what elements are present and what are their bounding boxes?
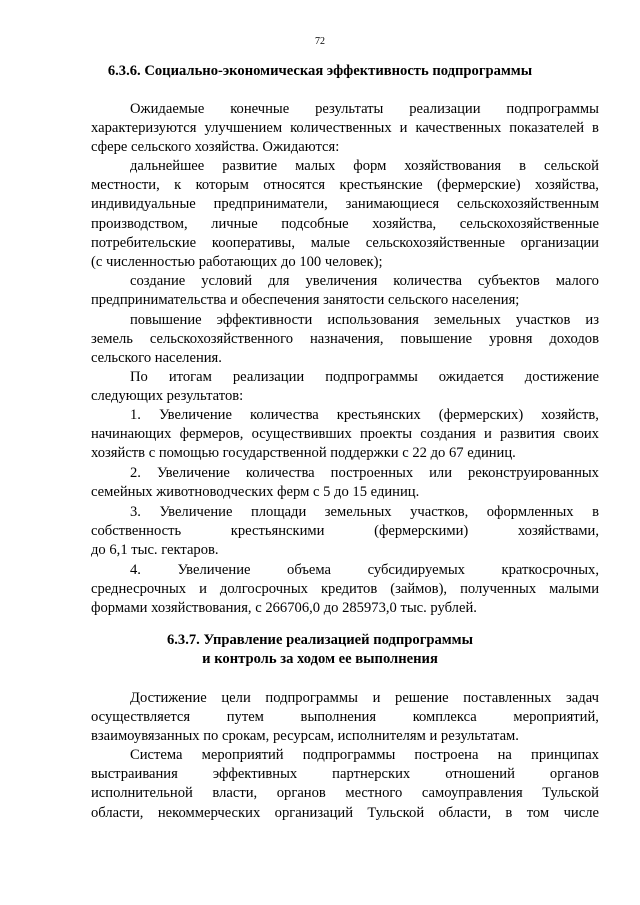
word: самоуправления: [421, 785, 523, 802]
word: занимающиеся: [345, 196, 440, 213]
word: сельскохозяйственные: [459, 215, 599, 232]
word: своих: [563, 426, 599, 443]
word: подсобные: [281, 215, 349, 232]
word: Увеличение: [177, 562, 251, 578]
word: задач: [566, 690, 599, 706]
word: которым: [195, 177, 249, 194]
word: реализации: [232, 369, 305, 385]
word: субъектов: [478, 273, 540, 289]
word: сельскохозяйственного: [149, 331, 294, 348]
text-line: [91, 580, 599, 599]
word: области,: [438, 804, 491, 821]
word: реализации: [409, 101, 481, 117]
word: повышение: [130, 312, 202, 328]
word: участков: [515, 312, 571, 328]
word: кооперативы,: [211, 234, 296, 251]
word: количества: [250, 407, 319, 423]
word: для: [268, 273, 290, 289]
word: индивидуальные: [91, 196, 196, 213]
word: количества: [245, 465, 315, 481]
page-number: 72: [315, 36, 325, 47]
word: производством,: [91, 215, 188, 232]
word: осуществляется: [91, 709, 191, 726]
section-heading-636-text: 6.3.6. Социально-экономическая эффективность подпрограммы: [107, 63, 533, 79]
word: субсидируемых: [367, 562, 465, 578]
word: к: [174, 177, 182, 194]
word: из: [585, 312, 599, 328]
text-line: [91, 215, 599, 234]
text-line: предпринимательства и обеспечения занятости сельского населения;: [91, 292, 520, 309]
word: в: [519, 158, 526, 174]
word: и: [399, 120, 408, 137]
text-line: сельского населения.: [91, 350, 222, 367]
word: малых: [295, 158, 336, 174]
word: увеличения: [305, 273, 378, 289]
word: хозяйств,: [541, 407, 599, 423]
word: построенных: [330, 465, 414, 481]
word: подпрограммы: [302, 747, 396, 763]
section-heading-637-line-2: и контроль за ходом ее выполнения: [202, 651, 438, 667]
word: 2.: [130, 465, 141, 481]
word: ожидается: [438, 369, 504, 385]
text-line: хозяйств с помощью государственной поддержки с 22 до 67 единиц.: [91, 445, 516, 462]
word: земель: [91, 331, 133, 348]
word: хозяйствами,: [517, 523, 599, 540]
word: количественных: [290, 120, 392, 137]
word: Ожидаемые: [130, 101, 205, 117]
word: 3.: [130, 504, 141, 520]
word: (фермерские): [436, 177, 521, 194]
text-line: до 6,1 тыс. гектаров.: [91, 542, 219, 559]
word: потребительские: [91, 234, 197, 251]
word: исполнительной: [91, 785, 193, 802]
text-line: [91, 464, 599, 483]
section-heading-636: [0, 62, 640, 81]
word: комплекса: [412, 709, 477, 726]
word: уровня: [489, 331, 533, 348]
word: начинающих: [91, 426, 172, 443]
word: и: [372, 690, 381, 706]
word: построена: [414, 747, 479, 763]
text-line: [91, 746, 599, 765]
word: малого: [555, 273, 599, 289]
word: создания: [420, 426, 476, 443]
word: подпрограммы: [265, 690, 358, 706]
word: земельных: [433, 312, 501, 328]
text-line: сфере сельского хозяйства. Ожидаются:: [91, 139, 340, 156]
text-line: семейных животноводческих ферм с 5 до 15 единиц.: [91, 484, 420, 501]
word: некоммерческих: [157, 804, 261, 821]
word: развитие: [222, 158, 278, 174]
word: отношений: [445, 766, 515, 783]
word: Увеличение: [159, 504, 233, 520]
word: крестьянских: [336, 407, 421, 423]
word: партнерских: [332, 766, 411, 783]
word: создание: [130, 273, 186, 289]
text-line: [91, 503, 599, 522]
word: крестьянские: [339, 177, 423, 194]
text-line: [91, 119, 599, 138]
word: итогам: [168, 369, 212, 385]
text-line: [91, 368, 599, 387]
word: малыми: [549, 581, 599, 598]
word: организаций: [274, 804, 354, 821]
word: хозяйствования: [404, 158, 502, 174]
word: принципах: [531, 747, 599, 763]
word: мероприятий,: [513, 709, 599, 726]
word: сельскохозяйственным: [457, 196, 599, 213]
word: По: [130, 369, 148, 385]
word: долгосрочных: [219, 581, 308, 598]
word: крестьянскими: [230, 523, 325, 540]
word: хозяйства,: [372, 215, 437, 232]
text-line: [91, 195, 599, 214]
text-line: [91, 157, 599, 176]
word: показателей: [509, 120, 585, 137]
word: и: [483, 426, 492, 443]
word: Тульской: [542, 785, 599, 802]
word: путем: [226, 709, 264, 726]
text-line: следующих результатов:: [91, 388, 244, 405]
word: (фермерскими): [374, 523, 469, 540]
word: полученных: [460, 581, 537, 598]
word: собственность: [91, 523, 182, 540]
word: решение: [395, 690, 449, 706]
word: (займов),: [390, 581, 448, 598]
text-line: [91, 425, 599, 444]
word: земельных: [324, 504, 392, 520]
word: результаты: [315, 101, 384, 117]
word: Увеличение: [156, 465, 230, 481]
text-line: [91, 272, 599, 291]
word: эффективности: [216, 312, 313, 328]
word: малые: [310, 234, 351, 251]
text-line: [91, 406, 599, 425]
word: сельской: [543, 158, 599, 174]
text-line: взаимоувязанных по срокам, ресурсам, исполнителям и результатам.: [91, 728, 519, 745]
word: органов: [276, 785, 326, 802]
text-line: [91, 561, 599, 580]
word: власти,: [212, 785, 258, 802]
text-line: [91, 100, 599, 119]
text-line: [91, 765, 599, 784]
word: на: [497, 747, 512, 763]
word: условий: [201, 273, 253, 289]
word: Тульской: [367, 804, 425, 821]
word: повышение: [400, 331, 473, 348]
word: области,: [91, 804, 144, 821]
word: в: [592, 120, 599, 137]
word: Система: [130, 747, 183, 763]
text-line: [91, 522, 599, 541]
word: фермеров,: [179, 426, 244, 443]
section-heading-637: [0, 631, 640, 669]
word: реконструированных: [468, 465, 599, 481]
word: числе: [563, 804, 599, 821]
text-line: [91, 784, 599, 803]
section-heading-637-line-1: 6.3.7. Управление реализацией подпрограммы: [166, 632, 474, 648]
word: организации: [520, 234, 599, 251]
word: форм: [353, 158, 387, 174]
word: оформленных: [486, 504, 574, 520]
word: местности,: [91, 177, 160, 194]
word: проекты: [359, 426, 413, 443]
word: краткосрочных,: [501, 562, 599, 578]
text-line: (с численностью работающих до 100 человек);: [91, 254, 383, 270]
text-line: [91, 689, 599, 708]
word: использования: [327, 312, 419, 328]
word: том: [526, 804, 550, 821]
word: (фермерских): [438, 407, 524, 423]
word: мероприятий: [201, 747, 284, 763]
word: назначения,: [309, 331, 384, 348]
text-line: [91, 330, 599, 349]
word: в: [505, 804, 513, 821]
word: доходов: [549, 331, 599, 348]
word: дальнейшее: [130, 158, 205, 174]
word: подпрограммы: [506, 101, 599, 117]
word: Достижение: [130, 690, 207, 706]
word: выполнения: [300, 709, 377, 726]
text-line: [91, 708, 599, 727]
word: площади: [250, 504, 307, 520]
word: относятся: [263, 177, 326, 194]
text-line: [91, 176, 599, 195]
word: хозяйства,: [534, 177, 599, 194]
word: поставленных: [463, 690, 552, 706]
word: местного: [345, 785, 403, 802]
word: предприниматели,: [213, 196, 328, 213]
word: личные: [211, 215, 258, 232]
word: осуществивших: [251, 426, 352, 443]
word: качественных: [415, 120, 502, 137]
word: органов: [549, 766, 599, 783]
word: достижение: [524, 369, 599, 385]
word: выстраивания: [91, 766, 178, 783]
word: Увеличение: [158, 407, 232, 423]
text-line: [91, 234, 599, 253]
word: или: [429, 465, 453, 481]
text-line: [91, 311, 599, 330]
word: и: [199, 581, 207, 598]
word: эффективных: [212, 766, 298, 783]
word: улучшением: [204, 120, 283, 137]
text-line: формами хозяйствования, с 266706,0 до 285973,0 тыс. рублей.: [91, 600, 477, 617]
word: развития: [499, 426, 556, 443]
word: сельскохозяйственные: [365, 234, 505, 251]
word: количества: [393, 273, 463, 289]
word: участков,: [410, 504, 469, 520]
word: объема: [287, 562, 332, 578]
word: в: [592, 504, 599, 520]
word: цели: [221, 690, 251, 706]
word: 1.: [130, 407, 141, 423]
word: кредитов: [320, 581, 378, 598]
word: 4.: [130, 562, 141, 578]
word: подпрограммы: [325, 369, 418, 385]
word: конечные: [230, 101, 290, 117]
text-line: [91, 804, 599, 823]
word: характеризуются: [91, 120, 197, 137]
word: среднесрочных: [91, 581, 187, 598]
